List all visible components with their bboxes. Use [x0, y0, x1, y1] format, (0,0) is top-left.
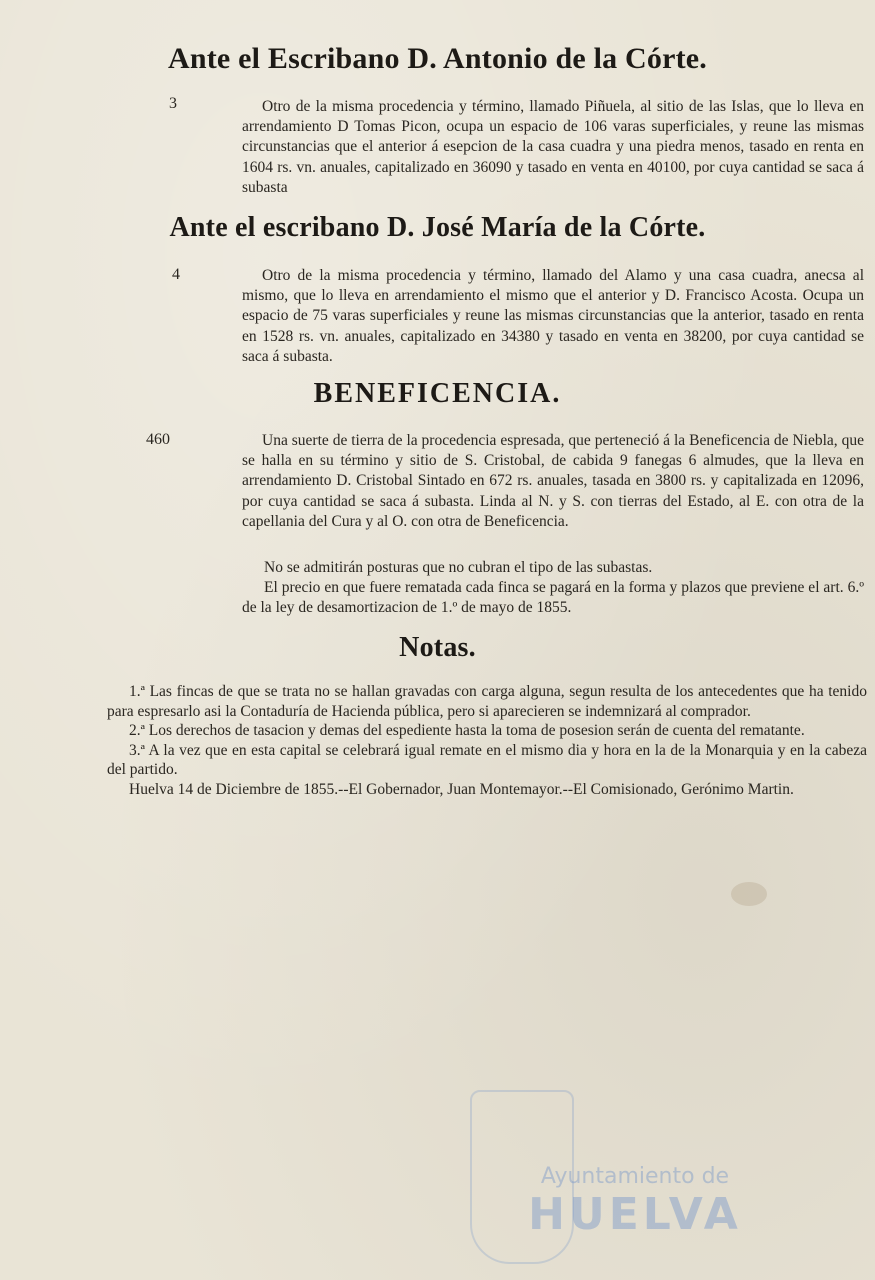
- payment-condition: El precio en que fuere rematada cada finca se pagará en la forma y plazos que previene el art. 6.º de la ley de desamortizacion de 1.º de mayo de 1855.: [242, 579, 864, 617]
- postura-condition: No se admitirán posturas que no cubran el tipo de las subastas.: [264, 559, 653, 576]
- archive-watermark: [475, 1164, 795, 1240]
- item-3-description: Otro de la misma procedencia y término, llamado Piñuela, al sitio de las Islas, que lo lleva en arrendamiento D Tomas Picon, ocupa un espacio de 106 varas superficiales, y reune las mismas circunstancias que el anterior á esepcion de la casa cuadra y una piedra menos, tasado en renta en 1604 rs. vn. anuales, capitalizado en 36090 y tasado en venta en 40100, por cuya cantidad se saca á subasta: [242, 98, 864, 196]
- notes-block: [107, 682, 867, 799]
- item-number-460: 460: [146, 431, 170, 448]
- heading-escribano-jose-maria: Ante el escribano D. José María de la Córte.: [169, 212, 706, 243]
- item-4-description: Otro de la misma procedencia y término, llamado del Alamo y una casa cuadra, anecsa al mismo, que lo lleva en arrendamiento el mismo que el anterior y D. Francisco Acosta. Ocupa un espacio de 75 varas superficiales y reune las mismas circunstancias que la anterior, tasado en renta en 1528 rs. vn. anuales, capitalizado en 34380 y tasado en venta en 38200, por cuya cantidad se saca á subasta.: [242, 267, 864, 365]
- note-1: 1.ª Las fincas de que se trata no se hallan gravadas con carga alguna, segun resulta de los antecedentes que ha tenido para espresarlo asi la Contaduría de Hacienda pública, pero si aparecieren se indemnizará al comprador.: [107, 683, 867, 720]
- heading-beneficencia: BENEFICENCIA.: [313, 378, 562, 409]
- item-number-4: 4: [172, 266, 180, 283]
- heading-escribano-antonio: Ante el Escribano D. Antonio de la Córte.: [167, 42, 707, 75]
- note-2: 2.ª Los derechos de tasacion y demas del espediente hasta la toma de posesion serán de cuenta del rematante.: [129, 722, 805, 739]
- note-3: 3.ª A la vez que en esta capital se celebrará igual remate en el mismo dia y hora en la de la Monarquia y en la cabeza del partido.: [107, 741, 867, 778]
- signature-line: Huelva 14 de Diciembre de 1855.--El Gobernador, Juan Montemayor.--El Comisionado, Gerónimo Martin.: [129, 780, 794, 798]
- watermark-line-2: HUELVA: [528, 1189, 742, 1240]
- watermark-line-1: Ayuntamiento de: [540, 1164, 730, 1189]
- ink-stamp: [731, 882, 767, 906]
- heading-notas: Notas.: [399, 632, 476, 663]
- item-460-description: Una suerte de tierra de la procedencia espresada, que perteneció á la Beneficencia de Niebla, que se halla en su término y sitio de S. Cristobal, de cabida 9 fanegas 6 almudes, que la lleva en arrendamiento D. Cristobal Sintado en 672 rs. anuales, tasada en 3800 rs. y capitalizada en 12096, por cuya cantidad se saca á subasta. Linda al N. y S. con tierras del Estado, al E. con otra de la capellania del Cura y al O. con otra de Beneficencia.: [242, 432, 864, 530]
- item-number-3: 3: [169, 95, 177, 112]
